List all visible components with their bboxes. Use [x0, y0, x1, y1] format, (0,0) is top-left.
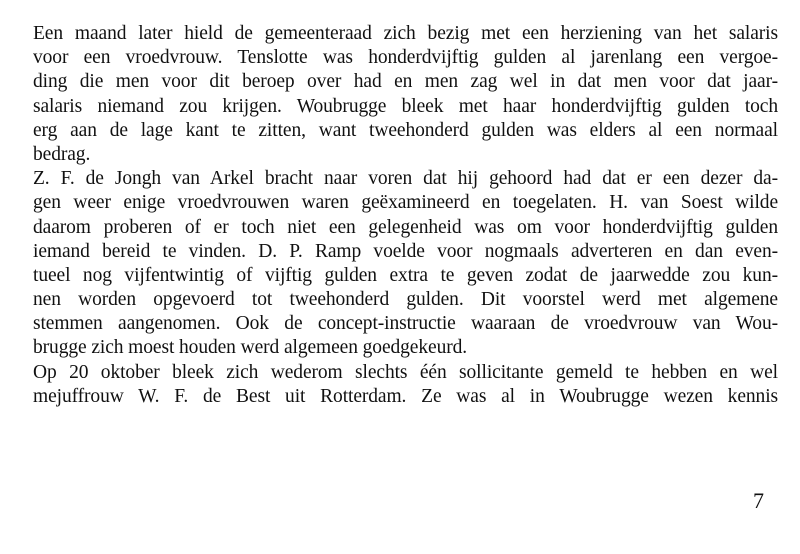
text-line: iemand bereid te vinden. D. P. Ramp voelde voor nogmaals adverteren en dan even-	[33, 240, 778, 262]
text-line: mejuffrouw W. F. de Best uit Rotterdam. Ze was al in Woubrugge wezen kennis	[33, 385, 778, 407]
paragraph-applicant	[33, 361, 778, 409]
text-line: bedrag.	[33, 143, 91, 165]
text-line: erg aan de lage kant te zitten, want tweehonderd gulden was elders al een normaal	[33, 119, 778, 141]
text-line: nen worden opgevoerd tot tweehonderd gulden. Dit voorstel werd met algemene	[33, 289, 778, 311]
text-line: gen weer enige vroedvrouwen waren geëxamineerd en toegelaten. H. van Soest wilde	[33, 192, 778, 214]
text-line: Een maand later hield de gemeenteraad zich bezig met een herziening van het salaris	[33, 23, 778, 44]
text-line: brugge zich moest houden werd algemeen goedgekeurd.	[33, 337, 468, 359]
text-line: voor een vroedvrouw. Tenslotte was honderdvijftig gulden al jarenlang een vergoe-	[33, 47, 778, 69]
body-text	[33, 22, 778, 409]
text-line: ding die men voor dit beroep over had en men zag wel in dat men voor dat jaar-	[33, 71, 778, 93]
paragraph-council-discussion	[33, 167, 778, 361]
text-line: tueel nog vijfentwintig of vijftig gulden extra te geven zodat de jaarwedde zou kun-	[33, 264, 778, 286]
paragraph-salary-revision	[33, 22, 778, 167]
text-line: Z. F. de Jongh van Arkel bracht naar voren dat hij gehoord had dat er een dezer da-	[33, 168, 778, 190]
page-number: 7	[753, 488, 764, 513]
text-line: stemmen aangenomen. Ook de concept-instructie waaraan de vroedvrouw van Wou-	[33, 313, 778, 335]
text-line: daarom proberen of er toch niet een gelegenheid was om voor honderdvijftig gulden	[33, 216, 778, 238]
text-line: Op 20 oktober bleek zich wederom slechts één sollicitante gemeld te hebben en wel	[33, 361, 778, 383]
text-line: salaris niemand zou krijgen. Woubrugge bleek met haar honderdvijftig gulden toch	[33, 95, 778, 117]
